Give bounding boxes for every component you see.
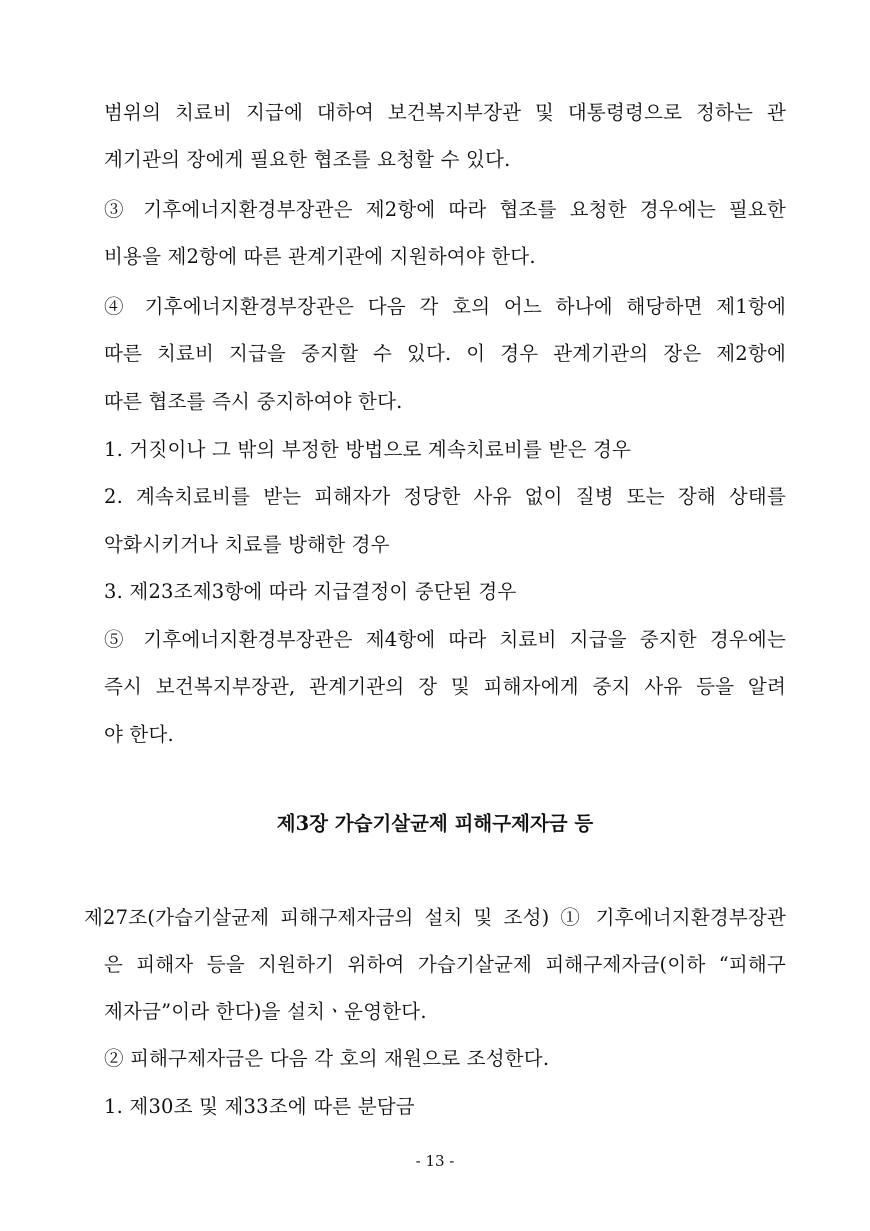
- text-line: 악화시키거나 치료를 방해한 경우: [104, 533, 390, 556]
- list-item-1: 1. 제30조 및 제33조에 따른 분담금: [104, 1095, 415, 1118]
- list-item-1: 1. 거짓이나 그 밖의 부정한 방법으로 계속치료비를 받은 경우: [104, 438, 632, 461]
- text-line: 야 한다.: [104, 723, 174, 746]
- page-number: - 13 -: [415, 1152, 455, 1170]
- list-item-2: 2. 계속치료비를 받는 피해자가 정당한 사유 없이 질병 또는 장해 상태를: [104, 485, 786, 508]
- text-line: 따른 협조를 즉시 중지하여야 한다.: [104, 390, 403, 413]
- text-line: 제자금”이라 한다)을 설치ㆍ운영한다.: [104, 1000, 427, 1023]
- chapter-heading: 제3장 가습기살균제 피해구제자금 등: [276, 812, 594, 835]
- list-item-3: 3. 제23조제3항에 따라 지급결정이 중단된 경우: [104, 580, 517, 603]
- text-line: 즉시 보건복지부장관, 관계기관의 장 및 피해자에게 중지 사유 등을 알려: [104, 675, 786, 698]
- paragraph-4-line: ④ 기후에너지환경부장관은 다음 각 호의 어느 하나에 해당하면 제1항에: [104, 295, 786, 318]
- text-line: 비용을 제2항에 따른 관계기관에 지원하여야 한다.: [104, 245, 536, 268]
- text-line: 은 피해자 등을 지원하기 위하여 가습기살균제 피해구제자금(이하 “피해구: [104, 953, 786, 976]
- article-title-line: 제27조(가습기살균제 피해구제자금의 설치 및 조성) ① 기후에너지환경부장관: [84, 906, 786, 929]
- paragraph-3-line: ③ 기후에너지환경부장관은 제2항에 따라 협조를 요청한 경우에는 필요한: [104, 198, 786, 221]
- text-line: 계기관의 장에게 필요한 협조를 요청할 수 있다.: [104, 148, 511, 171]
- paragraph-5-line: ⑤ 기후에너지환경부장관은 제4항에 따라 치료비 지급을 중지한 경우에는: [104, 628, 786, 651]
- text-line: 범위의 치료비 지급에 대하여 보건복지부장관 및 대통령령으로 정하는 관: [104, 101, 786, 124]
- paragraph-2-line: ② 피해구제자금은 다음 각 호의 재원으로 조성한다.: [104, 1047, 550, 1070]
- text-line: 따른 치료비 지급을 중지할 수 있다. 이 경우 관계기관의 장은 제2항에: [104, 342, 786, 365]
